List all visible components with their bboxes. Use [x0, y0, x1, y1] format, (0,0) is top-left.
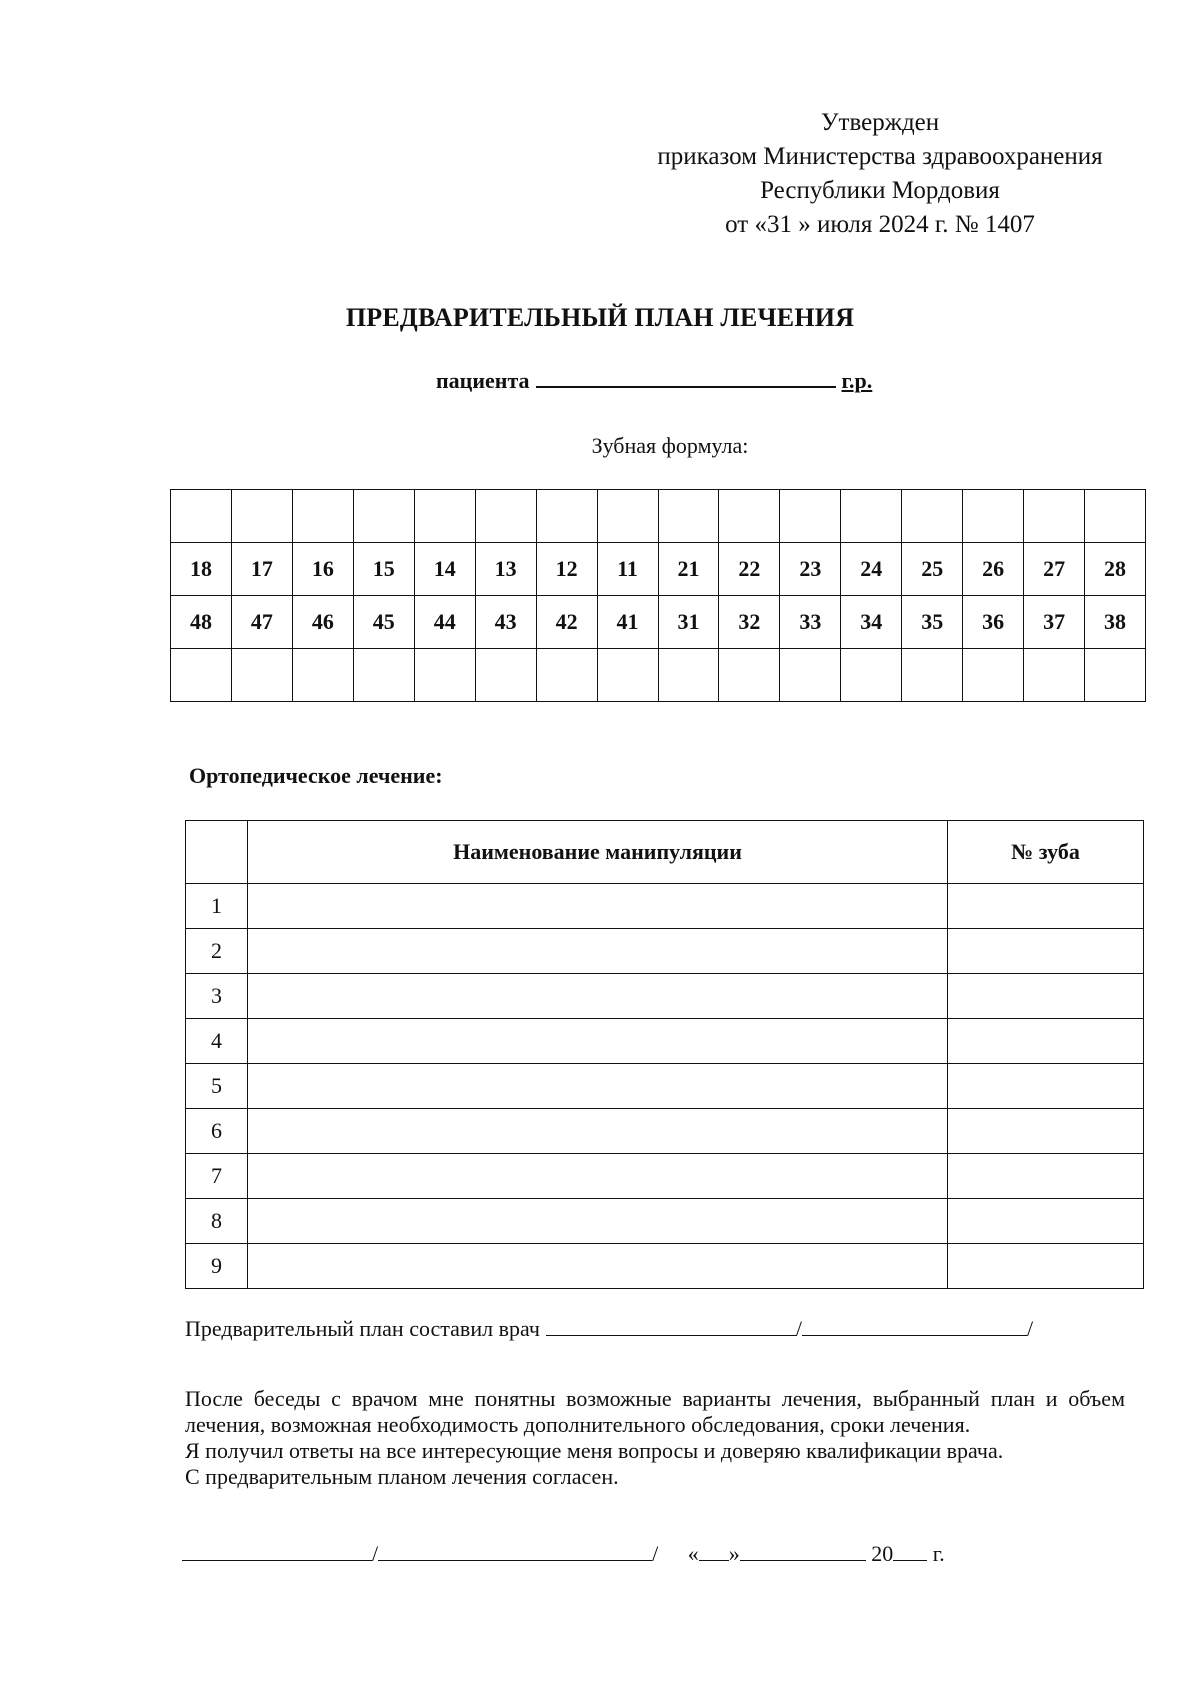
table-row — [186, 1109, 1144, 1154]
approval-line-1: Утвержден — [820, 109, 940, 136]
lower-note-cell[interactable] — [414, 649, 475, 702]
procedure-cell[interactable] — [248, 1109, 948, 1154]
lower-note-cell[interactable] — [475, 649, 536, 702]
upper-note-cell[interactable] — [171, 490, 232, 543]
tooth-cell[interactable] — [948, 1199, 1144, 1244]
procedure-cell[interactable] — [248, 1244, 948, 1289]
patient-label: пациента — [436, 368, 530, 393]
tooth-number: 27 — [1024, 543, 1085, 596]
separator: / — [795, 1316, 803, 1341]
row-number: 3 — [186, 974, 248, 1019]
upper-note-cell[interactable] — [780, 490, 841, 543]
row-number: 4 — [186, 1019, 248, 1064]
tooth-cell[interactable] — [948, 1019, 1144, 1064]
tooth-cell[interactable] — [948, 884, 1144, 929]
doctor-name-field[interactable] — [802, 1317, 1027, 1336]
lower-teeth-row — [171, 596, 1146, 649]
table-row — [186, 929, 1144, 974]
lower-note-cell[interactable] — [292, 649, 353, 702]
lower-note-cell[interactable] — [231, 649, 292, 702]
tooth-number: 35 — [902, 596, 963, 649]
table-row — [186, 1199, 1144, 1244]
table-row — [186, 1019, 1144, 1064]
tooth-cell[interactable] — [948, 1064, 1144, 1109]
separator: / — [372, 1541, 379, 1566]
separator: / — [652, 1541, 659, 1566]
row-number: 5 — [186, 1064, 248, 1109]
date-month-field[interactable] — [740, 1542, 866, 1561]
tooth-number: 25 — [902, 543, 963, 596]
upper-notes-row — [171, 490, 1146, 543]
doctor-line-label: Предварительный план составил врач — [185, 1316, 540, 1341]
upper-note-cell[interactable] — [414, 490, 475, 543]
tooth-cell[interactable] — [948, 1244, 1144, 1289]
doctor-signature-line — [185, 1316, 1033, 1342]
birth-year-label: г.р. — [841, 368, 873, 393]
row-number: 7 — [186, 1154, 248, 1199]
upper-note-cell[interactable] — [841, 490, 902, 543]
upper-note-cell[interactable] — [1085, 490, 1146, 543]
patient-line — [436, 366, 872, 394]
lower-note-cell[interactable] — [536, 649, 597, 702]
tooth-number: 32 — [719, 596, 780, 649]
tooth-number: 36 — [963, 596, 1024, 649]
upper-note-cell[interactable] — [1024, 490, 1085, 543]
orthopedic-header-row — [186, 821, 1144, 884]
upper-note-cell[interactable] — [902, 490, 963, 543]
tooth-number-header: № зуба — [948, 821, 1144, 884]
tooth-number: 16 — [292, 543, 353, 596]
patient-signature-line — [182, 1541, 945, 1567]
lower-note-cell[interactable] — [719, 649, 780, 702]
lower-note-cell[interactable] — [1085, 649, 1146, 702]
consent-paragraph-2: Я получил ответы на все интересующие меня вопросы и доверяю квалификации врача. — [185, 1438, 1004, 1463]
approval-line-3: Республики Мордовия — [760, 177, 1000, 204]
lower-note-cell[interactable] — [963, 649, 1024, 702]
orthopedic-table — [185, 820, 1144, 1289]
procedure-cell[interactable] — [248, 1064, 948, 1109]
tooth-cell[interactable] — [948, 1109, 1144, 1154]
doctor-signature-field[interactable] — [546, 1317, 796, 1336]
tooth-number: 34 — [841, 596, 902, 649]
date-quote-close: » — [728, 1541, 740, 1566]
tooth-number: 38 — [1085, 596, 1146, 649]
upper-teeth-row — [171, 543, 1146, 596]
patient-name-field[interactable] — [536, 366, 836, 388]
lower-note-cell[interactable] — [353, 649, 414, 702]
tooth-number: 18 — [171, 543, 232, 596]
tooth-number: 14 — [414, 543, 475, 596]
approval-line-4: от «31 » июля 2024 г. № 1407 — [725, 211, 1035, 238]
tooth-number: 42 — [536, 596, 597, 649]
upper-note-cell[interactable] — [597, 490, 658, 543]
lower-note-cell[interactable] — [171, 649, 232, 702]
table-row — [186, 1154, 1144, 1199]
approval-line-2: приказом Министерства здравоохранения — [657, 143, 1103, 170]
patient-signature-field[interactable] — [182, 1542, 372, 1561]
lower-note-cell[interactable] — [1024, 649, 1085, 702]
procedure-name-header: Наименование манипуляции — [248, 821, 948, 884]
table-row — [186, 974, 1144, 1019]
row-number: 9 — [186, 1244, 248, 1289]
tooth-number: 37 — [1024, 596, 1085, 649]
tooth-number: 12 — [536, 543, 597, 596]
table-row — [186, 1064, 1144, 1109]
procedure-cell[interactable] — [248, 1199, 948, 1244]
tooth-number: 11 — [597, 543, 658, 596]
tooth-number: 48 — [171, 596, 232, 649]
procedure-cell[interactable] — [248, 1154, 948, 1199]
consent-text — [185, 1386, 1125, 1490]
dental-formula-table — [170, 489, 1146, 702]
approval-stamp — [600, 106, 1160, 242]
upper-note-cell[interactable] — [475, 490, 536, 543]
upper-note-cell[interactable] — [231, 490, 292, 543]
date-day-field[interactable] — [699, 1542, 729, 1561]
dental-formula-label: Зубная формула: — [591, 433, 749, 458]
tooth-number: 21 — [658, 543, 719, 596]
tooth-number: 24 — [841, 543, 902, 596]
upper-note-cell[interactable] — [292, 490, 353, 543]
row-number: 6 — [186, 1109, 248, 1154]
year-suffix: г. — [932, 1541, 945, 1566]
table-row — [186, 1244, 1144, 1289]
procedure-cell[interactable] — [248, 974, 948, 1019]
tooth-cell[interactable] — [948, 929, 1144, 974]
row-number: 2 — [186, 929, 248, 974]
tooth-cell[interactable] — [948, 974, 1144, 1019]
row-number-header — [186, 821, 248, 884]
tooth-cell[interactable] — [948, 1154, 1144, 1199]
tooth-number: 46 — [292, 596, 353, 649]
upper-note-cell[interactable] — [963, 490, 1024, 543]
tooth-number: 22 — [719, 543, 780, 596]
tooth-number: 31 — [658, 596, 719, 649]
tooth-number: 23 — [780, 543, 841, 596]
tooth-number: 33 — [780, 596, 841, 649]
tooth-number: 28 — [1085, 543, 1146, 596]
tooth-number: 17 — [231, 543, 292, 596]
lower-notes-row — [171, 649, 1146, 702]
separator: / — [1027, 1316, 1034, 1341]
consent-paragraph-1: После беседы с врачом мне понятны возможные варианты лечения, выбранный план и объем лечения, возможная необходимость дополнительного обследования, сроки лечения. — [185, 1386, 1125, 1437]
upper-note-cell[interactable] — [353, 490, 414, 543]
tooth-number: 43 — [475, 596, 536, 649]
tooth-number: 13 — [475, 543, 536, 596]
orthopedic-section-label: Ортопедическое лечение: — [189, 763, 443, 788]
lower-note-cell[interactable] — [658, 649, 719, 702]
date-quote-open: « — [687, 1541, 699, 1566]
procedure-cell[interactable] — [248, 884, 948, 929]
procedure-cell[interactable] — [248, 929, 948, 974]
consent-paragraph-3: С предварительным планом лечения согласен. — [185, 1464, 619, 1489]
tooth-number: 26 — [963, 543, 1024, 596]
tooth-number: 15 — [353, 543, 414, 596]
document-title: ПРЕДВАРИТЕЛЬНЫЙ ПЛАН ЛЕЧЕНИЯ — [345, 303, 855, 332]
patient-name-field[interactable] — [378, 1542, 652, 1561]
row-number: 8 — [186, 1199, 248, 1244]
tooth-number: 41 — [597, 596, 658, 649]
date-year-field[interactable] — [893, 1542, 927, 1561]
upper-note-cell[interactable] — [719, 490, 780, 543]
lower-note-cell[interactable] — [597, 649, 658, 702]
lower-note-cell[interactable] — [780, 649, 841, 702]
row-number: 1 — [186, 884, 248, 929]
procedure-cell[interactable] — [248, 1019, 948, 1064]
table-row — [186, 884, 1144, 929]
upper-note-cell[interactable] — [536, 490, 597, 543]
year-prefix: 20 — [871, 1541, 894, 1566]
tooth-number: 45 — [353, 596, 414, 649]
tooth-number: 47 — [231, 596, 292, 649]
upper-note-cell[interactable] — [658, 490, 719, 543]
lower-note-cell[interactable] — [841, 649, 902, 702]
tooth-number: 44 — [414, 596, 475, 649]
lower-note-cell[interactable] — [902, 649, 963, 702]
